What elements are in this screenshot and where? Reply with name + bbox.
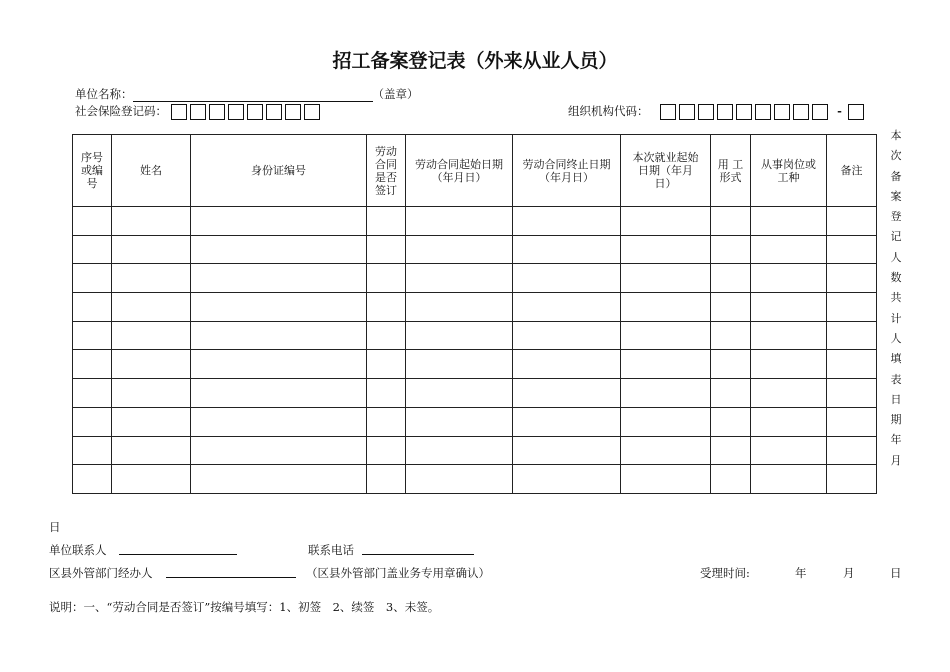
table-cell[interactable]	[191, 321, 367, 350]
table-cell[interactable]	[191, 379, 367, 408]
table-cell[interactable]	[711, 436, 751, 465]
table-cell[interactable]	[406, 379, 513, 408]
table-cell[interactable]	[751, 207, 827, 236]
table-cell[interactable]	[751, 379, 827, 408]
table-cell[interactable]	[621, 436, 711, 465]
accept-time-label: 受理时间:	[700, 566, 750, 580]
col-contract-signed: 劳动合同是否签订	[375, 144, 397, 197]
table-row	[73, 293, 877, 322]
table-cell[interactable]	[112, 407, 191, 436]
table-cell[interactable]	[191, 293, 367, 322]
table-cell[interactable]	[513, 293, 621, 322]
table-cell[interactable]	[406, 350, 513, 379]
table-cell[interactable]	[191, 264, 367, 293]
table-cell[interactable]	[751, 436, 827, 465]
table-cell[interactable]	[112, 436, 191, 465]
table-cell[interactable]	[73, 436, 112, 465]
table-cell[interactable]	[513, 436, 621, 465]
table-cell[interactable]	[751, 235, 827, 264]
table-cell[interactable]	[711, 235, 751, 264]
table-cell[interactable]	[827, 436, 877, 465]
seal-confirm: （区县外管部门盖业务专用章确认）	[306, 566, 490, 580]
table-cell[interactable]	[711, 321, 751, 350]
accept-day: 日	[890, 566, 902, 580]
table-row	[73, 465, 877, 494]
table-cell[interactable]	[827, 293, 877, 322]
side-note-day: 日	[49, 520, 61, 534]
table-cell[interactable]	[827, 465, 877, 494]
table-cell[interactable]	[621, 350, 711, 379]
table-cell[interactable]	[827, 207, 877, 236]
table-cell[interactable]	[73, 379, 112, 408]
contact-label: 单位联系人	[49, 543, 107, 557]
table-cell[interactable]	[827, 350, 877, 379]
col-employment-start: 本次就业起始日期（年月日）	[632, 151, 699, 190]
table-cell[interactable]	[711, 407, 751, 436]
contact-field[interactable]	[119, 542, 237, 555]
social-security-boxes[interactable]	[171, 104, 323, 118]
table-cell[interactable]	[621, 407, 711, 436]
table-cell[interactable]	[406, 436, 513, 465]
table-row	[73, 436, 877, 465]
org-code-dash: -	[837, 104, 842, 118]
table-cell[interactable]	[191, 436, 367, 465]
table-cell[interactable]	[751, 465, 827, 494]
col-id-number: 身份证编号	[191, 135, 367, 207]
table-cell[interactable]	[513, 407, 621, 436]
table-cell[interactable]	[513, 465, 621, 494]
table-cell[interactable]	[73, 350, 112, 379]
table-cell[interactable]	[191, 207, 367, 236]
table-cell[interactable]	[191, 235, 367, 264]
col-contract-end: 劳动合同终止日期（年月日）	[522, 157, 611, 184]
table-cell[interactable]	[367, 235, 406, 264]
table-cell[interactable]	[406, 235, 513, 264]
social-security-row	[75, 103, 323, 120]
table-cell[interactable]	[367, 407, 406, 436]
table-cell[interactable]	[711, 293, 751, 322]
handler-label: 区县外管部门经办人	[49, 566, 153, 580]
accept-year: 年	[795, 566, 807, 580]
table-cell[interactable]	[112, 379, 191, 408]
table-cell[interactable]	[367, 207, 406, 236]
table-cell[interactable]	[73, 293, 112, 322]
table-cell[interactable]	[751, 407, 827, 436]
table-cell[interactable]	[751, 321, 827, 350]
phone-label: 联系电话	[308, 543, 354, 557]
table-cell[interactable]	[112, 235, 191, 264]
col-serial: 序号或编号	[81, 151, 103, 190]
handler-field[interactable]	[166, 565, 296, 578]
table-row	[73, 350, 877, 379]
org-code-boxes[interactable]	[660, 104, 831, 118]
table-cell[interactable]	[73, 207, 112, 236]
table-row	[73, 264, 877, 293]
stamp-label: （盖章）	[372, 87, 419, 101]
table-cell[interactable]	[112, 350, 191, 379]
unit-name-field[interactable]	[133, 89, 373, 102]
table-cell[interactable]	[367, 321, 406, 350]
table-cell[interactable]	[367, 379, 406, 408]
table-cell[interactable]	[112, 293, 191, 322]
table-cell[interactable]	[367, 436, 406, 465]
table-cell[interactable]	[112, 465, 191, 494]
col-remarks: 备注	[827, 135, 877, 207]
table-row	[73, 321, 877, 350]
table-cell[interactable]	[621, 264, 711, 293]
table-cell[interactable]	[73, 321, 112, 350]
table-cell[interactable]	[621, 379, 711, 408]
col-employment-type: 用 工形式	[717, 157, 744, 184]
table-cell[interactable]	[827, 264, 877, 293]
table-cell[interactable]	[73, 407, 112, 436]
table-cell[interactable]	[112, 264, 191, 293]
table-cell[interactable]	[711, 465, 751, 494]
table-cell[interactable]	[406, 465, 513, 494]
org-code-label: 组织机构代码：	[568, 104, 649, 118]
table-cell[interactable]	[621, 321, 711, 350]
table-cell[interactable]	[406, 407, 513, 436]
table-cell[interactable]	[711, 350, 751, 379]
table-cell[interactable]	[513, 207, 621, 236]
table-cell[interactable]	[406, 321, 513, 350]
table-cell[interactable]	[73, 235, 112, 264]
table-cell[interactable]	[191, 407, 367, 436]
table-cell[interactable]	[513, 264, 621, 293]
table-cell[interactable]	[621, 293, 711, 322]
table-cell[interactable]	[513, 379, 621, 408]
table-cell[interactable]	[827, 407, 877, 436]
table-cell[interactable]	[827, 321, 877, 350]
table-cell[interactable]	[112, 207, 191, 236]
table-cell[interactable]	[191, 350, 367, 379]
table-cell[interactable]	[827, 235, 877, 264]
header-row	[73, 135, 877, 207]
registration-table	[72, 134, 877, 494]
col-position: 从事岗位或工种	[761, 157, 816, 184]
table-cell[interactable]	[751, 264, 827, 293]
unit-name-row	[75, 86, 419, 102]
col-name: 姓名	[112, 135, 191, 207]
table-cell[interactable]	[73, 465, 112, 494]
table-cell[interactable]	[621, 465, 711, 494]
unit-name-label: 单位名称：	[75, 87, 133, 101]
table-row	[73, 235, 877, 264]
table-cell[interactable]	[621, 207, 711, 236]
form-title: 招工备案登记表（外来从业人员）	[332, 50, 618, 72]
table-cell[interactable]	[73, 264, 112, 293]
table-cell[interactable]	[711, 207, 751, 236]
table-cell[interactable]	[406, 264, 513, 293]
table-cell[interactable]	[406, 293, 513, 322]
accept-month: 月	[843, 566, 855, 580]
table-cell[interactable]	[191, 465, 367, 494]
phone-field[interactable]	[362, 542, 474, 555]
org-code-check-box[interactable]	[848, 104, 864, 120]
org-code-row	[568, 103, 867, 120]
table-cell[interactable]	[112, 321, 191, 350]
table-cell[interactable]	[367, 350, 406, 379]
side-note: 本次备案登记人数共计人填表日期年月	[890, 129, 902, 467]
table-cell[interactable]	[513, 235, 621, 264]
table-cell[interactable]	[711, 379, 751, 408]
table-cell[interactable]	[513, 350, 621, 379]
table-row	[73, 407, 877, 436]
table-cell[interactable]	[751, 350, 827, 379]
social-security-label: 社会保险登记码：	[75, 104, 167, 118]
table-row	[73, 207, 877, 236]
col-contract-start: 劳动合同起始日期（年月日）	[415, 157, 503, 184]
table-cell[interactable]	[621, 235, 711, 264]
note: 说明：一、“劳动合同是否签订”按编号填写：1、初签 2、续签 3、未签。	[49, 600, 440, 614]
table-cell[interactable]	[406, 207, 513, 236]
table-cell[interactable]	[827, 379, 877, 408]
table-cell[interactable]	[367, 264, 406, 293]
table-cell[interactable]	[513, 321, 621, 350]
table-cell[interactable]	[751, 293, 827, 322]
table-cell[interactable]	[711, 264, 751, 293]
table-cell[interactable]	[367, 293, 406, 322]
table-row	[73, 379, 877, 408]
table-cell[interactable]	[367, 465, 406, 494]
